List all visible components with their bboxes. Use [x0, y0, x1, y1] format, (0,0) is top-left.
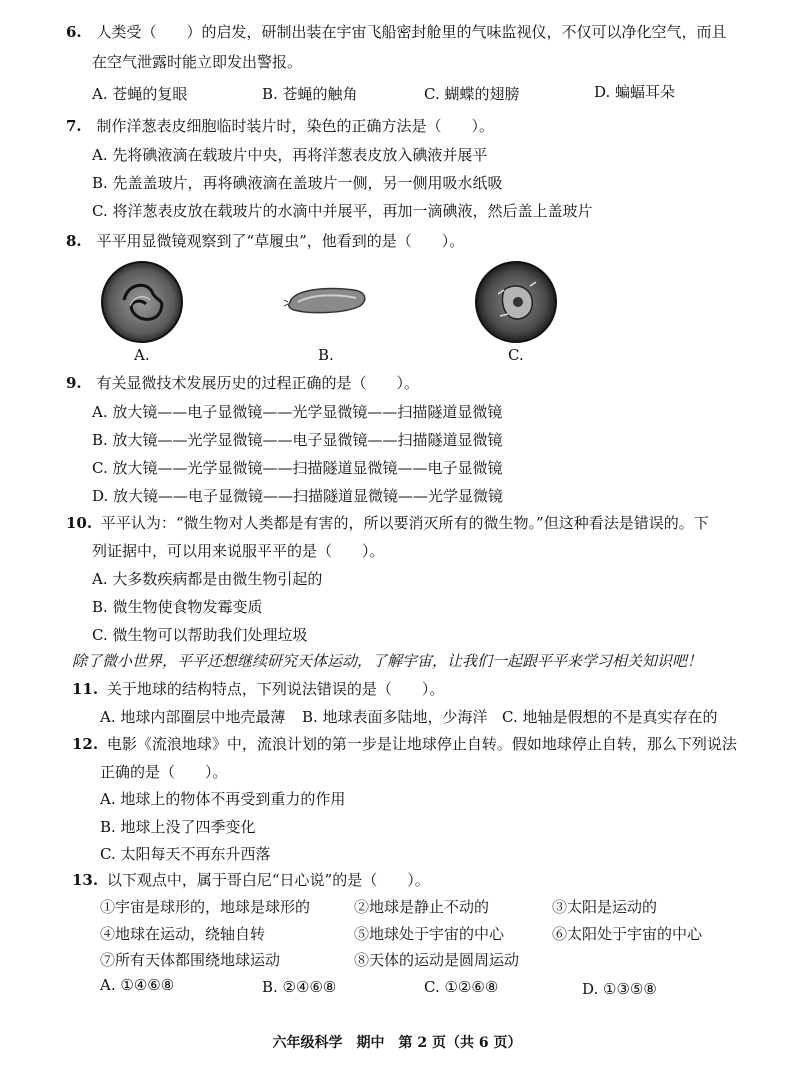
- q8-image-b: [284, 282, 370, 316]
- q7-option-c: C. 将洋葱表皮放在载玻片的水滴中并展平，再加一滴碘液，然后盖上盖玻片: [92, 202, 593, 220]
- q10-number: 10.: [66, 514, 93, 532]
- transition-narration: 除了微小世界，平平还想继续研究天体运动，了解宇宙，让我们一起跟平平来学习相关知识吧！: [72, 652, 703, 670]
- q6-line2: 在空气泄露时能立即发出警报。: [92, 53, 303, 71]
- q8-label-b: B.: [318, 346, 334, 364]
- q13-option-a: A. ①④⑥⑧: [100, 976, 175, 994]
- q6-number: 6.: [66, 23, 82, 41]
- q10-option-c: C. 微生物可以帮助我们处理垃圾: [92, 626, 308, 644]
- q13-stem: 以下观点中，属于哥白尼“日心说”的是（ ）。: [106, 871, 430, 889]
- q13-view-1: ①宇宙是球形的，地球是球形的: [100, 898, 311, 916]
- q12-line1: [72, 734, 737, 754]
- q8-label-a: A.: [134, 346, 150, 364]
- q12-option-c: C. 太阳每天不再东升西落: [100, 845, 271, 863]
- q6-option-b: B. 苍蝇的触角: [262, 85, 358, 103]
- q11-stem: 关于地球的结构特点，下列说法错误的是（ ）。: [106, 680, 445, 698]
- q6-line1: [66, 22, 726, 42]
- q13-view-5: ⑤地球处于宇宙的中心: [354, 925, 505, 943]
- q10-line1: [66, 513, 709, 533]
- q13-view-7: ⑦所有天体都围绕地球运动: [100, 951, 281, 969]
- q10-option-a: A. 大多数疾病都是由微生物引起的: [92, 570, 323, 588]
- q7-stem: 制作洋葱表皮细胞临时装片时，染色的正确方法是（ ）。: [96, 117, 494, 135]
- q7-number: 7.: [66, 117, 82, 135]
- q12-line2: 正确的是（ ）。: [100, 763, 228, 781]
- q7-line: [66, 116, 494, 136]
- q9-stem: 有关显微技术发展历史的过程正确的是（ ）。: [96, 374, 419, 392]
- q9-number: 9.: [66, 374, 82, 392]
- q11-line: [72, 679, 444, 699]
- q10-option-b: B. 微生物使食物发霉变质: [92, 598, 263, 616]
- q13-option-c: C. ①②⑥⑧: [424, 978, 499, 996]
- q9-option-c: C. 放大镜——光学显微镜——扫描隧道显微镜——电子显微镜: [92, 459, 503, 477]
- q9-line: [66, 373, 419, 393]
- q13-view-2: ②地球是静止不动的: [354, 898, 490, 916]
- q7-option-a: A. 先将碘液滴在载玻片中央，再将洋葱表皮放入碘液并展平: [92, 146, 488, 164]
- q11-option-a: A. 地球内部圈层中地壳最薄: [100, 708, 286, 726]
- q9-option-d: D. 放大镜——电子显微镜——扫描隧道显微镜——光学显微镜: [92, 487, 504, 505]
- q13-option-d: D. ①③⑤⑧: [582, 980, 657, 998]
- q8-image-c: [474, 260, 558, 344]
- q11-option-c: C. 地轴是假想的不是真实存在的: [502, 708, 718, 726]
- q12-number: 12.: [72, 735, 99, 753]
- q13-view-6: ⑥太阳处于宇宙的中心: [552, 925, 703, 943]
- q9-option-b: B. 放大镜——光学显微镜——电子显微镜——扫描隧道显微镜: [92, 431, 503, 449]
- q8-label-c: C.: [508, 346, 524, 364]
- q6-option-d: D. 蝙蝠耳朵: [594, 83, 676, 101]
- q13-number: 13.: [72, 871, 99, 889]
- q13-view-3: ③太阳是运动的: [552, 898, 658, 916]
- q8-line: [66, 231, 464, 251]
- q8-number: 8.: [66, 232, 82, 250]
- q11-number: 11.: [72, 680, 99, 698]
- q12-option-b: B. 地球上没了四季变化: [100, 818, 256, 836]
- q10-line2: 列证据中，可以用来说服平平的是（ ）。: [92, 542, 385, 560]
- q10-stem: 平平认为：“微生物对人类都是有害的，所以要消灭所有的微生物。”但这种看法是错误的。下: [100, 514, 709, 532]
- q9-option-a: A. 放大镜——电子显微镜——光学显微镜——扫描隧道显微镜: [92, 403, 503, 421]
- q11-option-b: B. 地球表面多陆地，少海洋: [302, 708, 488, 726]
- q13-option-b: B. ②④⑥⑧: [262, 978, 337, 996]
- q8-stem: 平平用显微镜观察到了“草履虫”，他看到的是（ ）。: [96, 232, 465, 250]
- q13-line: [72, 870, 430, 890]
- q12-stem: 电影《流浪地球》中，流浪计划的第一步是让地球停止自转。假如地球停止自转，那么下列说法: [106, 735, 737, 753]
- q13-view-8: ⑧天体的运动是圆周运动: [354, 951, 520, 969]
- page-footer: 六年级科学 期中 第 2 页（共 6 页）: [272, 1035, 522, 1051]
- q6-option-a: A. 苍蝇的复眼: [92, 85, 188, 103]
- q6-stem: 人类受（ ）的启发，研制出装在宇宙飞船密封舱里的气味监视仪，不仅可以净化空气，而且: [96, 23, 727, 41]
- q13-view-4: ④地球在运动，绕轴自转: [100, 925, 266, 943]
- q8-image-a: [100, 260, 184, 344]
- q6-option-c: C. 蝴蝶的翅膀: [424, 85, 520, 103]
- q7-option-b: B. 先盖盖玻片，再将碘液滴在盖玻片一侧，另一侧用吸水纸吸: [92, 174, 503, 192]
- q12-option-a: A. 地球上的物体不再受到重力的作用: [100, 790, 346, 808]
